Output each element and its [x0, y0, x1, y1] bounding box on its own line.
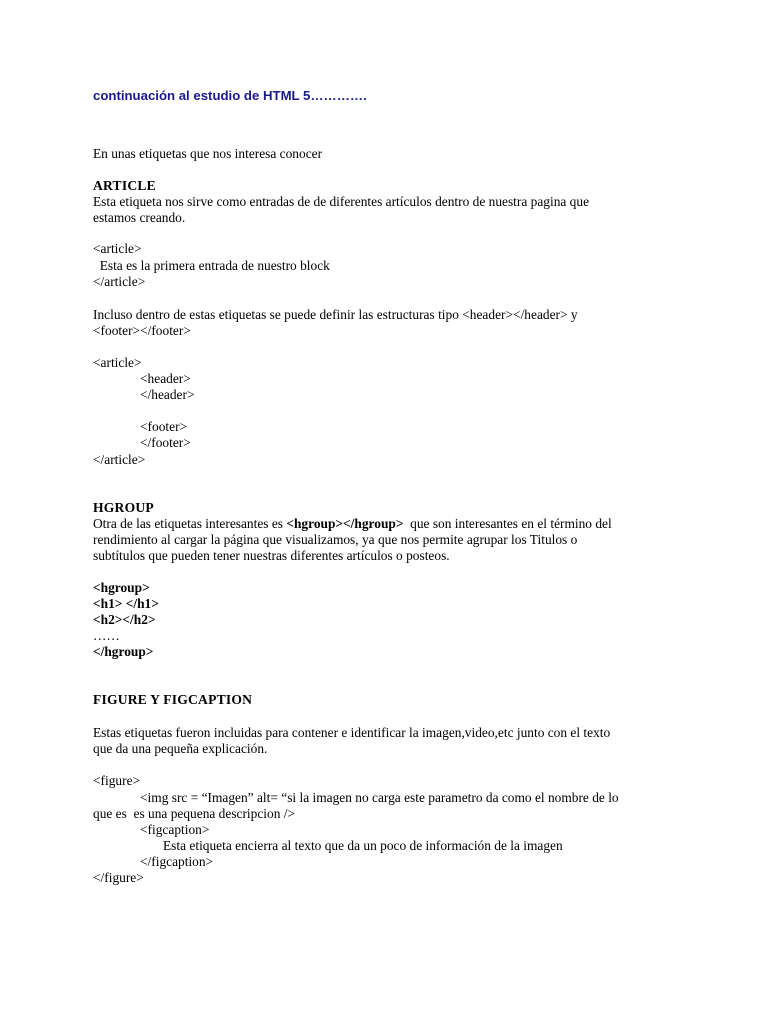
article-code-close: </article> — [93, 274, 146, 289]
figure-code-img-line-1: <img src = “Imagen” alt= “si la imagen no carga este parametro da como el nombre de lo — [140, 790, 619, 805]
hgroup-desc-line-1 — [93, 516, 612, 532]
hgroup-inline-tag: <hgroup></hgroup> — [286, 516, 404, 531]
hgroup-desc-text-a: Otra de las etiquetas interesantes es — [93, 516, 287, 531]
nested-header-open: <header> — [140, 371, 191, 386]
article-incluso-line-1: Incluso dentro de estas etiquetas se puede definir las estructuras tipo <header></header> y — [93, 307, 578, 322]
hgroup-heading: HGROUP — [93, 500, 154, 515]
hgroup-code-h1: <h1> </h1> — [93, 596, 159, 611]
nested-article-close: </article> — [93, 452, 146, 467]
nested-article-open: <article> — [93, 355, 142, 370]
nested-footer-close: </footer> — [140, 435, 191, 450]
hgroup-code-open: <hgroup> — [93, 580, 150, 595]
figure-code-img-line-2: que es es una pequena descripcion /> — [93, 806, 296, 821]
figcaption-code-content: Esta etiqueta encierra al texto que da un poco de información de la imagen — [163, 838, 563, 853]
article-incluso-line-2: <footer></footer> — [93, 323, 191, 338]
hgroup-desc-line-2: rendimiento al cargar la página que visualizamos, ya que nos permite agrupar los Titulos o — [93, 532, 578, 547]
figure-heading: FIGURE Y FIGCAPTION — [93, 692, 253, 707]
article-code-content: Esta es la primera entrada de nuestro block — [93, 258, 330, 273]
intro-text: En unas etiquetas que nos interesa conocer — [93, 146, 323, 161]
figure-code-close: </figure> — [93, 870, 144, 885]
figure-desc-line-2: que da una pequeña explicación. — [93, 741, 268, 756]
nested-footer-open: <footer> — [140, 419, 188, 434]
hgroup-code-h2: <h2></h2> — [93, 612, 156, 627]
article-desc-line-2: estamos creando. — [93, 210, 186, 225]
hgroup-code-ellipsis: …… — [93, 628, 120, 643]
hgroup-desc-line-3: subtítulos que pueden tener nuestras diferentes artículos o posteos. — [93, 548, 450, 563]
figure-code-open: <figure> — [93, 773, 141, 788]
nested-header-close: </header> — [140, 387, 195, 402]
figure-desc-line-1: Estas etiquetas fueron incluidas para contener e identificar la imagen,video,etc junto con el texto — [93, 725, 611, 740]
hgroup-desc-text-c: que son interesantes en el término del — [403, 516, 612, 531]
figcaption-code-open: <figcaption> — [140, 822, 210, 837]
document-title: continuación al estudio de HTML 5…………. — [93, 88, 367, 103]
article-code-open: <article> — [93, 241, 142, 256]
figcaption-code-close: </figcaption> — [140, 854, 214, 869]
article-desc-line-1: Esta etiqueta nos sirve como entradas de de diferentes artículos dentro de nuestra pagina que — [93, 194, 590, 209]
article-heading: ARTICLE — [93, 178, 156, 193]
hgroup-code-close: </hgroup> — [93, 644, 154, 659]
